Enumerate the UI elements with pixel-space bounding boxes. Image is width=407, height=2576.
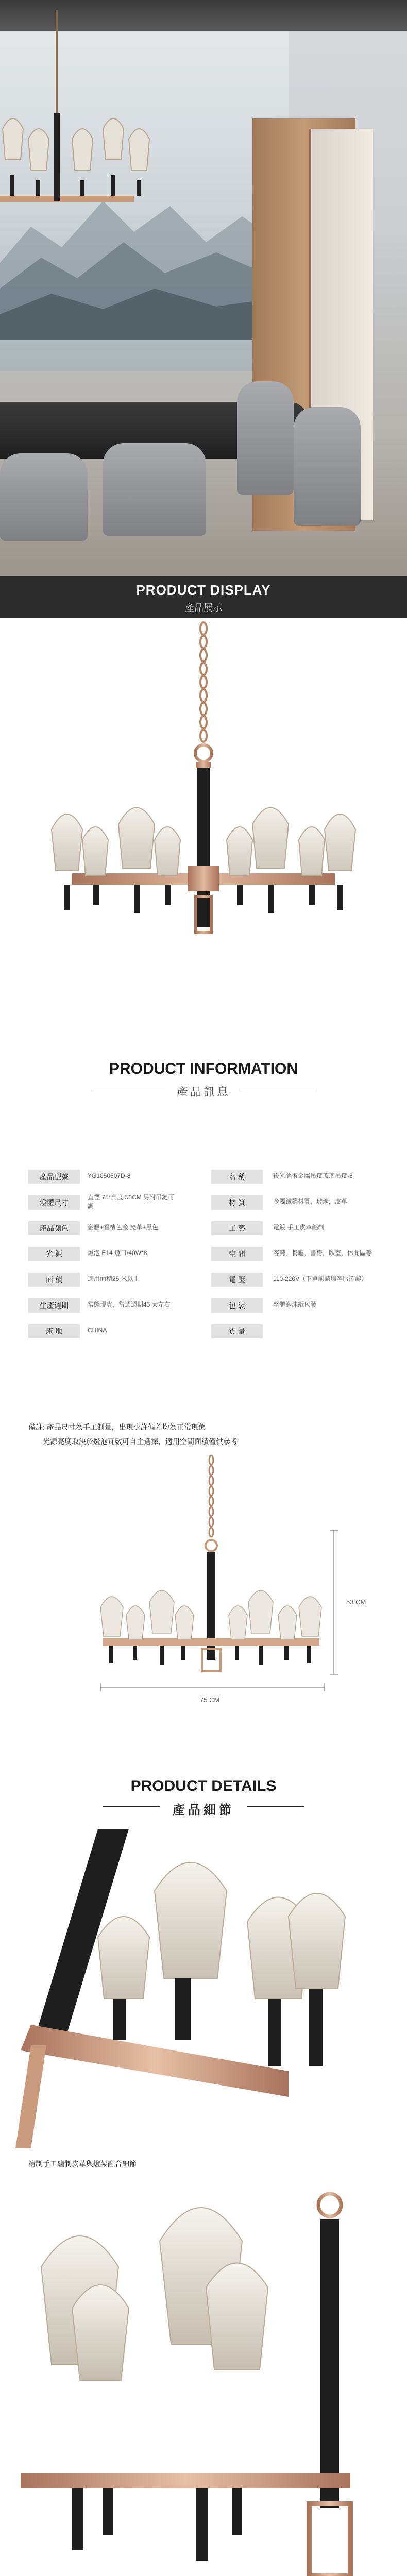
spec-value: YG1050507D-8 bbox=[88, 1172, 131, 1179]
spec-row bbox=[28, 1319, 379, 1345]
spec-label: 光 源 bbox=[28, 1247, 80, 1261]
spec-value: 110-220V（下單前請與客服確認） bbox=[273, 1275, 368, 1282]
glass-detail-illustration bbox=[0, 2184, 407, 2576]
spec-value: 金屬+香檳色金 皮革+黑色 bbox=[88, 1224, 159, 1231]
chandelier-illustration bbox=[0, 618, 407, 1010]
spec-table bbox=[28, 1164, 379, 1345]
spec-value: 適用面積25 米以上 bbox=[88, 1275, 140, 1282]
detail-photo-leather bbox=[0, 1829, 407, 2148]
info-title-en: PRODUCT INFORMATION bbox=[109, 1060, 298, 1077]
details-heading bbox=[0, 1762, 407, 1824]
detail-caption: 精制手工纏制皮革與燈架融合細節 bbox=[28, 2160, 137, 2168]
spec-value: 燈泡 E14 燈口/40W*8 bbox=[88, 1249, 147, 1257]
product-photo bbox=[0, 618, 407, 1010]
spec-value: 整體泡沫紙包裝 bbox=[273, 1301, 317, 1308]
spec-value: 直徑 75*高度 53CM 另附吊鏈可調 bbox=[88, 1194, 175, 1210]
spec-value: 電鍍 手工皮革纏制 bbox=[273, 1224, 325, 1231]
spec-value: CHINA bbox=[88, 1327, 107, 1334]
spec-label: 產品顏色 bbox=[28, 1221, 80, 1235]
spec-label: 包 裝 bbox=[211, 1298, 263, 1313]
spec-label: 燈體尺寸 bbox=[28, 1195, 80, 1210]
spec-label: 生產週期 bbox=[28, 1298, 80, 1313]
display-title-en: PRODUCT DISPLAY bbox=[136, 582, 271, 598]
spec-label: 工 藝 bbox=[211, 1221, 263, 1235]
spec-row bbox=[28, 1164, 379, 1190]
detail-photo-glass bbox=[0, 2184, 407, 2576]
details-title-en: PRODUCT DETAILS bbox=[130, 1777, 277, 1794]
spec-row bbox=[28, 1267, 379, 1293]
spec-value: 常態現貨，當週週期45 天左右 bbox=[88, 1301, 171, 1308]
spec-row bbox=[28, 1216, 379, 1242]
spec-row bbox=[28, 1293, 379, 1319]
dimension-lamp bbox=[0, 1453, 407, 1721]
width-label: 75 CM bbox=[200, 1696, 220, 1704]
leather-detail-illustration bbox=[0, 1829, 407, 2148]
spec-value: 後光藝術金屬吊燈玻璃吊燈-8 bbox=[273, 1172, 353, 1179]
info-title-zh: 產品訊息 bbox=[176, 1086, 230, 1098]
spec-row bbox=[28, 1190, 379, 1216]
height-label: 53 CM bbox=[346, 1598, 366, 1606]
spec-label: 空 間 bbox=[211, 1247, 263, 1261]
spec-label: 電 壓 bbox=[211, 1273, 263, 1287]
dimension-diagram bbox=[0, 1453, 407, 1721]
spec-value: 金屬鐵藝材質，玻璃，皮革 bbox=[273, 1198, 348, 1205]
spec-label: 質 量 bbox=[211, 1324, 263, 1338]
spec-label: 材 質 bbox=[211, 1195, 263, 1210]
chair bbox=[103, 443, 206, 536]
spec-label: 面 積 bbox=[28, 1273, 80, 1287]
chair bbox=[294, 407, 361, 526]
info-heading bbox=[0, 1046, 407, 1108]
divider bbox=[247, 1806, 304, 1807]
spec-label: 產 地 bbox=[28, 1324, 80, 1338]
note-text: 備註: 產品尺寸為手工測量，出現少許偏差均為正常現象 bbox=[28, 1423, 206, 1431]
display-title-bar bbox=[0, 576, 407, 618]
chair bbox=[237, 381, 294, 495]
display-title-zh: 產品展示 bbox=[185, 603, 222, 613]
hero-photo bbox=[0, 0, 407, 576]
spec-row bbox=[28, 1242, 379, 1267]
hero-chandelier bbox=[0, 10, 185, 227]
spec-label: 名 稱 bbox=[211, 1170, 263, 1184]
note-text: 光源亮度取決於燈泡瓦數可自主選擇，適用空間面積僅供參考 bbox=[43, 1437, 238, 1446]
chair bbox=[0, 453, 88, 541]
spec-label: 產品型號 bbox=[28, 1170, 80, 1184]
details-title-zh: 產品細節 bbox=[173, 1803, 234, 1817]
spec-value: 客廳，餐廳，書房，臥室，休閒區等 bbox=[273, 1249, 372, 1257]
